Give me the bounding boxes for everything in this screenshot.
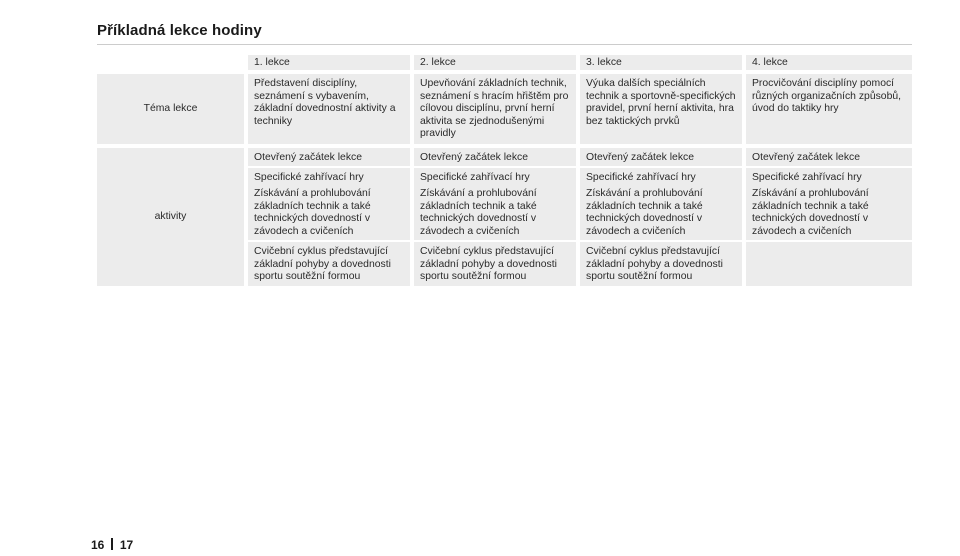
column-header-4: 4. lekce — [746, 55, 912, 70]
activity-cell: Otevřený začátek lekce — [414, 148, 576, 166]
activity-cell — [746, 242, 912, 286]
activity-cell: Získávání a prohlubování základních technik a také technických dovedností v závodech a cvičeních — [746, 184, 912, 240]
topic-cell-4: Procvičování disciplíny pomocí různých organizačních způsobů, úvod do taktiky hry — [746, 74, 912, 144]
activity-cell: Specifické zahřívací hry — [248, 168, 410, 186]
page-title: Příkladná lekce hodiny — [97, 22, 262, 39]
activity-cell: Specifické zahřívací hry — [414, 168, 576, 186]
activity-cell: Otevřený začátek lekce — [580, 148, 742, 166]
column-header-1: 1. lekce — [248, 55, 410, 70]
activity-cell: Otevřený začátek lekce — [746, 148, 912, 166]
activity-cell: Získávání a prohlubování základních technik a také technických dovedností v závodech a cvičeních — [414, 184, 576, 240]
title-divider — [97, 44, 912, 45]
page-number-right: 17 — [119, 538, 134, 552]
topic-cell-1: Představení disciplíny, seznámení s vybavením, základní dovednostní aktivity a techniky — [248, 74, 410, 144]
page-number-separator — [111, 538, 113, 550]
column-header-3: 3. lekce — [580, 55, 742, 70]
activity-cell: Otevřený začátek lekce — [248, 148, 410, 166]
row-label-topic: Téma lekce — [97, 74, 244, 144]
activity-cell: Cvičební cyklus představující základní pohyby a dovednosti sportu soutěžní formou — [580, 242, 742, 286]
topic-cell-3: Výuka dalších speciálních technik a sportovně-specifických pravidel, první herní aktivita, hra bez taktických prvků — [580, 74, 742, 144]
column-header-2: 2. lekce — [414, 55, 576, 70]
activity-cell: Specifické zahřívací hry — [746, 168, 912, 186]
page-number-left: 16 — [91, 538, 105, 552]
activity-cell: Získávání a prohlubování základních technik a také technických dovedností v závodech a cvičeních — [580, 184, 742, 240]
activity-cell: Cvičební cyklus představující základní pohyby a dovednosti sportu soutěžní formou — [414, 242, 576, 286]
topic-cell-2: Upevňování základních technik, seznámení s hracím hřištěm pro cílovou disciplínu, první herní aktivita se zjednodušenými pravidly — [414, 74, 576, 144]
activity-cell: Získávání a prohlubování základních technik a také technických dovedností v závodech a cvičeních — [248, 184, 410, 240]
activity-cell: Cvičební cyklus představující základní pohyby a dovednosti sportu soutěžní formou — [248, 242, 410, 286]
page-numbers — [91, 538, 133, 552]
activity-cell: Specifické zahřívací hry — [580, 168, 742, 186]
row-label-activities: aktivity — [97, 148, 244, 286]
